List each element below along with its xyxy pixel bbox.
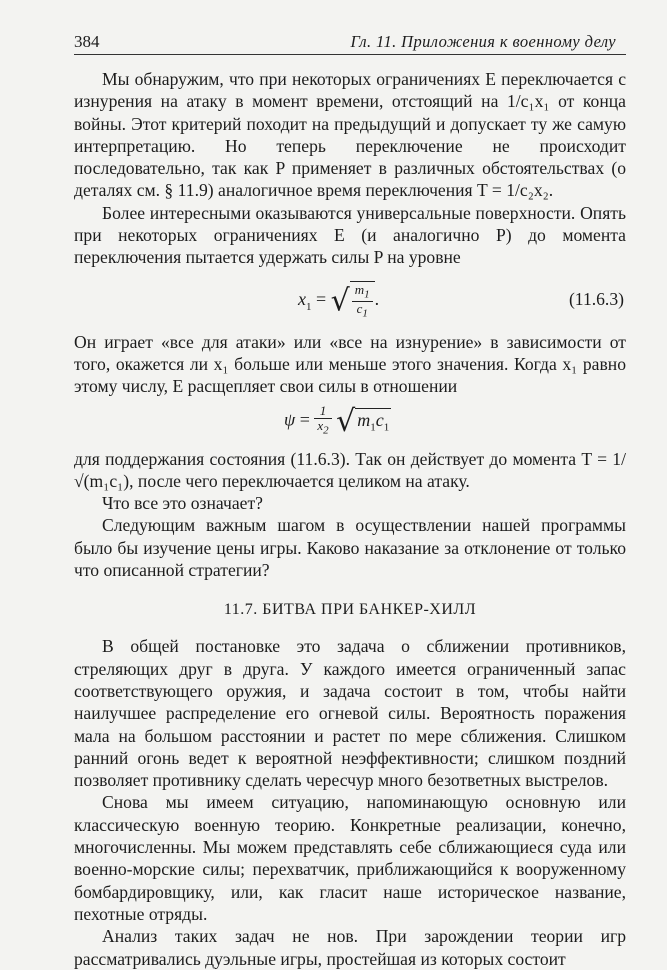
eq2-rad-b: c: [375, 410, 384, 431]
eq2-rad-b-sub: 1: [383, 421, 390, 434]
paragraph-2: Более интересными оказываются универсальные поверхности. Опять при некоторых ограничениях E (и аналогично P) до момента переключения пытается удержать силы P на уровне: [74, 202, 626, 268]
eq1-lhs-sub: 1: [306, 300, 312, 313]
sqrt-symbol: √: [330, 283, 350, 319]
eq1-fraction: [352, 283, 373, 321]
paragraph-3: Он играет «все для атаки» или «все на изнурение» в зависимости от того, окажется ли x₁ больше или меньше этого значения. Когда x₁ равно этому числу, E расщепляет свои силы в отношении: [74, 331, 626, 397]
equation-2-math: [284, 404, 391, 439]
page-number: 384: [74, 32, 100, 51]
eq2-radicand: [355, 408, 391, 434]
paragraph-7: В общей постановке это задача о сближении противников, стреляющих друг в друга. У каждого имеется ограниченный запас соответствующего оружия, и задача состоит в том, чтобы найти наилучшее распределение его огневой силы. Вероятность поражения мала на большом расстоянии и растет по мере сближения. Слишком ранний огонь ведет к вероятной неэффективности; слишком поздний позволяет противнику сделать чересчур много безответных выстрелов.: [74, 636, 626, 791]
paragraph-1: Мы обнаружим, что при некоторых ограничениях E переключается с изнурения на атаку в момент времени, отстоящий на 1/c₁x₁ от конца войны. Этот критерий походит на предыдущий и допускает ту же самую интерпретацию. Но теперь переключение не происходит последовательно, так как P применяет в различных обстоятельствах (о деталях см. § 11.9) аналогичное время переключения T = 1/c₂x₂.: [74, 69, 626, 201]
eq1-den-sub: 1: [362, 307, 368, 320]
eq1-radicand: [350, 281, 375, 321]
paragraph-8: Снова мы имеем ситуацию, напоминающую основную или классическую военную теорию. Конкретные реализации, конечно, многочисленны. Мы можем представлять себе сближающиеся суда или военно-морские силы; перехватчик, приближающийся к вооруженному бомбардировщику, или, как гласит наше историческое название, пехотные отряды.: [74, 792, 626, 924]
page-body: [74, 68, 626, 970]
eq2-rad-a: m: [357, 410, 371, 431]
eq1-period: .: [374, 288, 380, 309]
equation-number: (11.6.3): [568, 288, 624, 309]
eq2-lhs: ψ: [284, 409, 296, 430]
eq2-num: 1: [314, 404, 331, 419]
paragraph-9: Анализ таких задач не нов. При зарождении теории игр рассматривались дуэльные игры, простейшая из которых состоит: [74, 926, 626, 969]
eq1-den: c: [356, 301, 363, 317]
eq1-num: m: [354, 281, 365, 297]
eq1-equals: =: [316, 288, 327, 309]
eq2-rad-a-sub: 1: [370, 421, 376, 434]
running-title: Гл. 11. Приложения к военному делу: [350, 32, 616, 51]
paragraph-5: Что все это означает?: [102, 493, 263, 514]
eq1-num-sub: 1: [364, 288, 370, 301]
equation-split-ratio: [74, 398, 626, 448]
section-title: 11.7. БИТВА ПРИ БАНКЕР-ХИЛЛ: [223, 601, 477, 619]
running-header: [74, 28, 626, 55]
sqrt-symbol-2: √: [336, 403, 356, 439]
equation-11-6-3: [74, 269, 626, 331]
paragraph-4: для поддержания состояния (11.6.3). Так он действует до момента T = 1/√(m₁c₁), после чего переключается целиком на атаку.: [74, 448, 626, 491]
eq2-den: x: [317, 418, 324, 434]
eq2-den-sub: 2: [323, 424, 329, 437]
eq2-equals: =: [299, 409, 310, 430]
equation-1-math: [298, 281, 379, 321]
eq1-lhs: x: [298, 288, 306, 309]
eq2-fraction: [314, 404, 331, 438]
paragraph-6: Следующим важным шагом в осуществлении нашей программы было бы изучение цены игры. Каково наказание за отклонение от только что описанной стратегии?: [74, 515, 626, 581]
